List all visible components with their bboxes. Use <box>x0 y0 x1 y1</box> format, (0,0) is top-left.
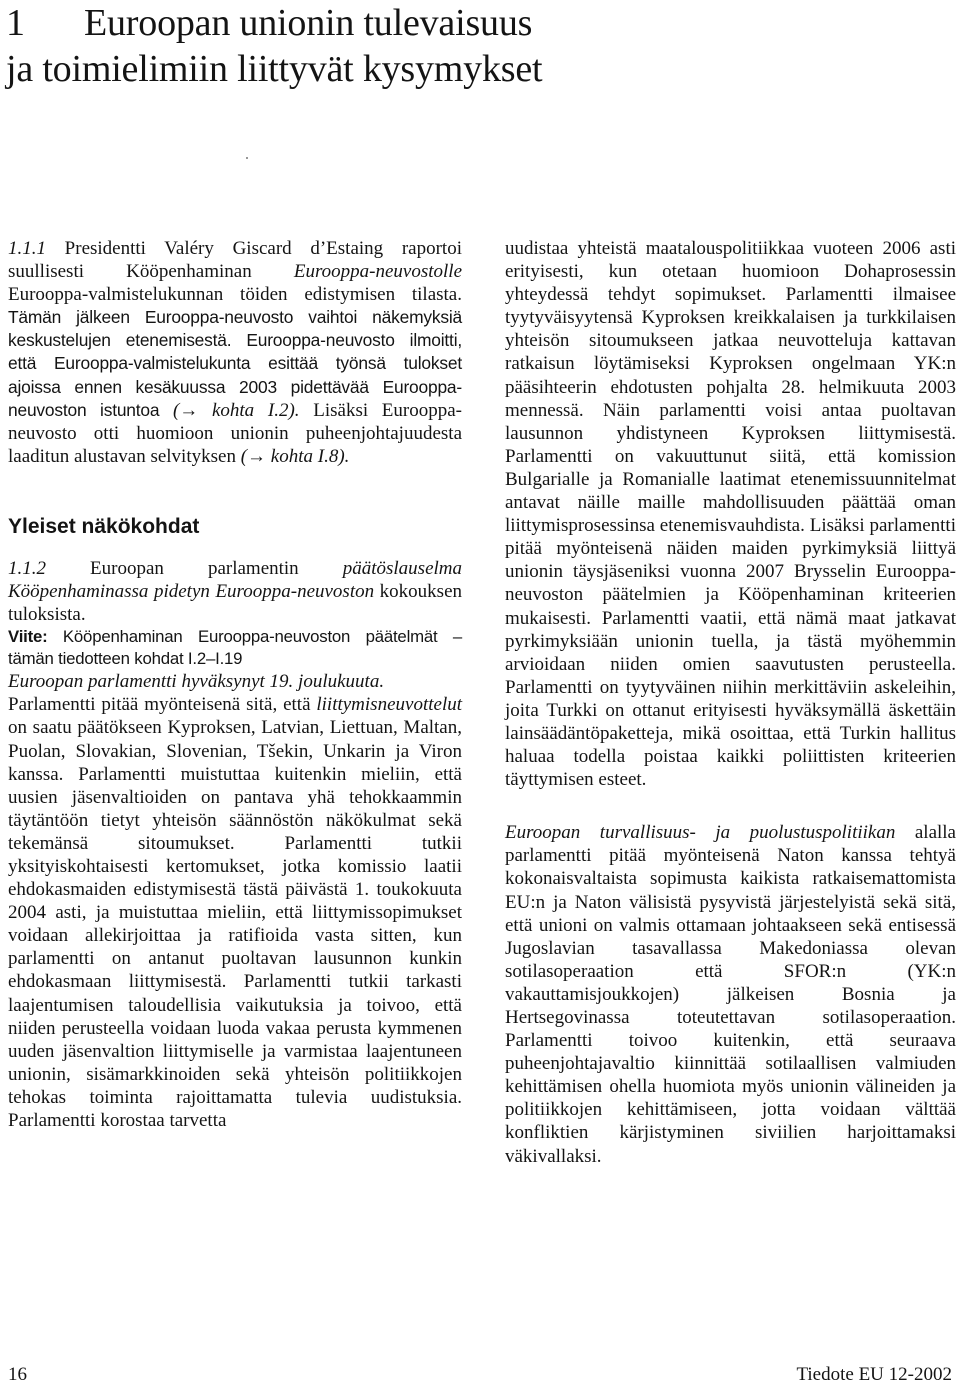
reference-note-text: Kööpenhaminan Eurooppa-neuvoston päätelmät – tämän tiedotteen kohdat I.2–I.19 <box>8 627 462 669</box>
intro-ref-2: (→ kohta I.8). <box>240 445 350 467</box>
chapter-title <box>6 0 542 92</box>
right-body-paragraph-1: uudistaa yhteistä maatalouspolitiikkaa vuoteen 2006 asti erityisesti, kun otetaan huomioon Dohaprosessin yhteydessä tehdyt sopimukset. Parlamentti ilmaisee tyytyväisyytensä Kyproksen kreikkalaisen ja turkkilaisen yhteisön sitoumukseen jatkaa neuvotteluja kattavan ratkaisun löytämiseksi Kyproksen ongelmaan YK:n pääsihteerin ehdotusten pohjalta 28. helmikuuta 2003 mennessä. Näin parlamentti voisi antaa puoltavan lausunnon yhdistyneen Kyproksen liittymisestä. Parlamentti on vakuuttunut siitä, että komission Bulgarialle ja Romanialle laatimat etenemissuunnitelmat antavat näille maille mahdollisuuden päättää oman liittymisprosessinsa etenemisvauhdista. Lisäksi parlamentti pitää myönteisenä näiden maiden pyrkimyksiä liittyä unionin täysjäseniksi vuonna 2007 Brysselin Eurooppa-neuvoston päätelmien ja Kööpenhaminan kriteerien mukaisesti. Parlamentti vaatii, että nämä maat jatkavat pyrkimyksiään unionin tuella, ja tästä myöhemmin arvioidaan niiden omien saavutusten perusteella. Parlamentti on tyytyväinen niihin merkittäviin askeleihin, joita Turkki on ottanut erityisesti hyväksymällä äskettäin lainsäädäntöpaketteja, mikä osoittaa, että Turkin hallitus haluaa todella poistaa kaikki poliittisten kriteerien täyttymisen esteet. <box>505 238 956 791</box>
left-body-text-a: Parlamentti pitää myönteisenä sitä, että <box>8 694 317 716</box>
intro-paragraph <box>8 237 462 468</box>
intro-text-d: Lisäksi Eurooppa-neuvosto otti huomioon unionin puheenjohtajuudesta laaditun alustavan selvityksen <box>8 399 463 467</box>
section-heading: Yleiset näkökohdat <box>8 514 200 538</box>
item2-text-b: kokouksen tuloksista. <box>8 581 462 626</box>
item2-text-a: Euroopan parlamentin <box>46 557 343 579</box>
intro-italic-a: Eurooppa-neuvostolle <box>293 261 462 283</box>
chapter-number: 1 <box>6 2 25 44</box>
right-body-paragraph-2 <box>505 821 956 1167</box>
chapter-title-line2: ja toimielimiin liittyvät kysymykset <box>6 48 543 90</box>
right-column <box>505 237 956 1168</box>
right-body-italic-b: Euroopan turvallisuus- ja puolustuspolitiikan <box>505 822 896 844</box>
intro-text-a: Presidentti Valéry Giscard d’Estaing raportoi suullisesti Kööpenhaminan <box>8 238 462 283</box>
item2-paragraph <box>8 557 462 626</box>
intro-item-number: 1.1.1 <box>8 238 46 259</box>
right-body-text-2: alalla parlamentti pitää myönteisenä Naton kanssa tehtyä kokonaisvaltaista sopimusta kaikista ratkaisemattomista EU:n ja Naton välisistä pysyvistä järjestelyistä sekä sitä, että unioni on valmis ottamaan johtaakseen sekä entisessä Jugoslavian tasavallassa Makedoniassa olevan sotilasoperaation että SFOR:n (YK:n vakauttamisjoukkojen) jälkeisen Bosnia ja Hertsegovinassa toteutettavan sotilasoperaation. Parlamentti toivoo kuitenkin, että seuraava puheenjohtajavaltio kiinnittää sotilaallisen valmiuden kehittämisen ohella huomiota myös unionin välineiden ja politiikkojen kehittämiseen, jotta voidaan välttää konfliktien kärjistyminen siviilien harjoittamaksi väkivallaksi. <box>505 822 956 1167</box>
item2-italic-a: päätöslauselma Kööpenhaminassa pidetyn Eurooppa-neuvoston <box>8 557 462 603</box>
page-number: 16 <box>8 1364 27 1385</box>
adoption-line: Euroopan parlamentti hyväksynyt 19. joulukuuta. <box>8 671 385 693</box>
intro-text-b: Eurooppa-valmistelukunnan töiden edistymisen tilasta. <box>8 284 462 306</box>
scan-speck <box>246 157 248 159</box>
left-body-italic-a: liittymisneuvottelut <box>316 694 462 716</box>
intro-text-c: Tämän jälkeen Eurooppa-neuvosto vaihtoi näkemyksiä keskustelujen etenemisestä. Eurooppa-neuvosto ilmoitti, että Eurooppa-valmistelukunta esittää työnsä tulokset ajoissa ennen kesäkuussa 2003 pidettävää Eurooppa-neuvoston istuntoa <box>8 307 462 420</box>
intro-ref-1: (→ kohta I.2). <box>172 399 300 421</box>
left-body-paragraph <box>8 693 462 1132</box>
reference-note-label: Viite: <box>8 627 48 647</box>
publication-name: Tiedote EU 12-2002 <box>796 1364 952 1385</box>
left-column <box>8 237 462 1132</box>
reference-note <box>8 626 462 670</box>
item2-item-number: 1.1.2 <box>8 557 46 579</box>
left-body-text-b: on saatu päätökseen Kyproksen, Latvian, Liettuan, Maltan, Puolan, Slovakian, Slovenian, Tšekin, Unkarin ja Viron kanssa. Parlamentti muistuttaa kuitenkin mieliin, että uusien jäsenvaltioiden on pantava yhä tehokkaammin täytäntöön tietyt yhteisön säännöstön näkökulmat sekä tekemänsä sitoumukset. Parlamentti tutkii yksityiskohtaisesti kertomukset, jotka komissio laatii ehdokasmaiden edistymisestä tästä päivästä 1. toukokuuta 2004 asti, ja muistuttaa mieliin, että liittymissopimukset voidaan allekirjoittaa ja ratifioida vasta sitten, kun parlamentti on antanut puoltavan lausunnon kunkin ehdokasmaan liittymisestä. Parlamentti tutkii tarkasti laajentumisen taloudellisia vaikutuksia ja toivoo, että niiden perusteella voidaan luoda vakaa perusta kymmenen uuden jäsenvaltion liittymiselle ja varmistaa laajentuneen unionin, sisämarkkinoiden sekä yhteisön politiikkojen tehokas toiminta rajoittamatta tulevia uudistuksia. Parlamentti korostaa tarvetta <box>8 717 462 1131</box>
chapter-title-line1: Euroopan unionin tulevaisuus <box>84 2 533 44</box>
